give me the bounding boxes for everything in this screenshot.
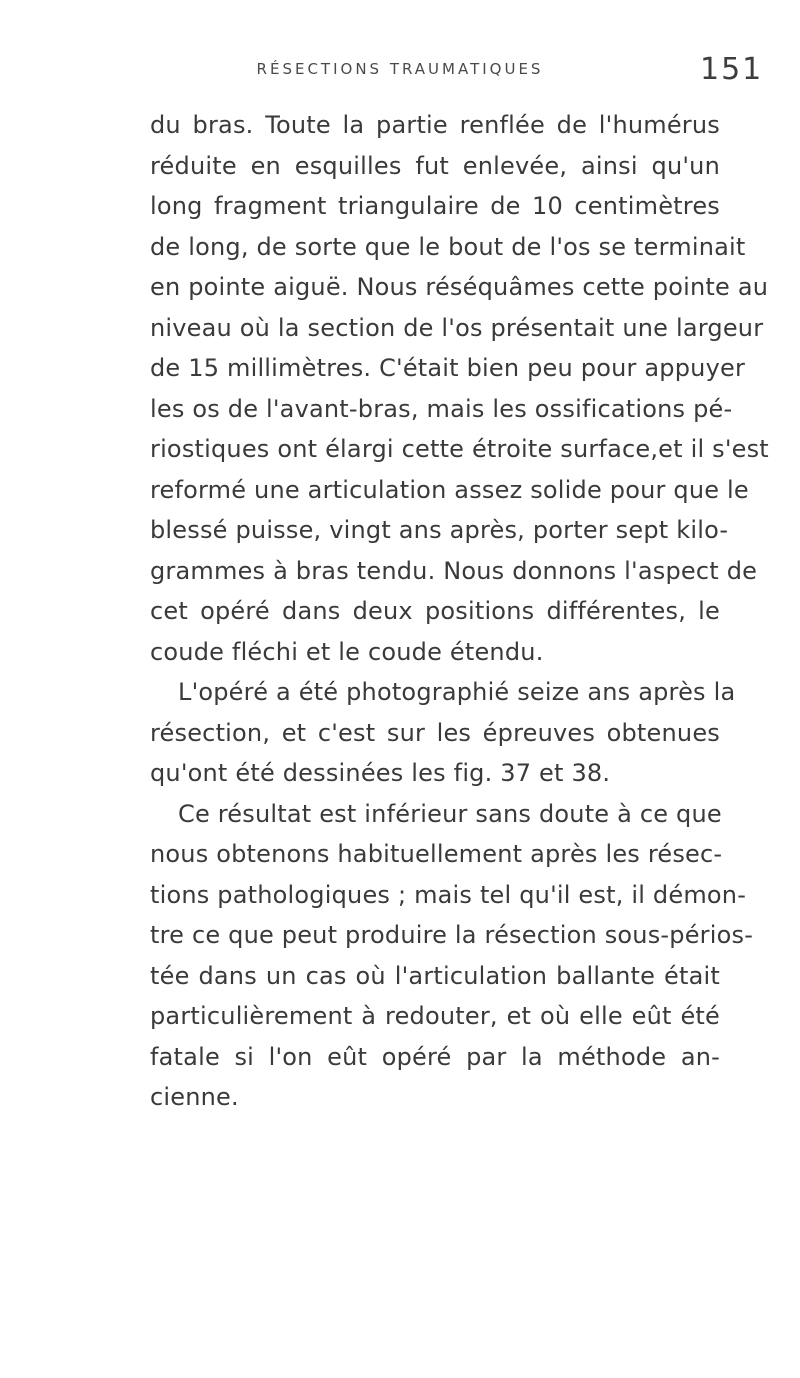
text-line: riostiques ont élargi cette étroite surface,et il s'est — [150, 435, 769, 463]
text-line: du bras. Toute la partie renflée de l'humérus — [150, 111, 720, 139]
text-line: cienne. — [150, 1083, 239, 1111]
text-line: coude fléchi et le coude étendu. — [150, 637, 544, 666]
text-line: Ce résultat est inférieur sans doute à ce que — [178, 799, 722, 828]
text-line: tre ce que peut produire la résection sous-périos- — [150, 921, 754, 949]
text-line: tée dans un cas où l'articulation ballante était — [150, 961, 720, 990]
text-line: grammes à bras tendu. Nous donnons l'aspect de — [150, 556, 758, 585]
text-line: en pointe aiguë. Nous réséquâmes cette pointe au — [150, 273, 769, 301]
text-line: blessé puisse, vingt ans après, porter sept kilo- — [150, 516, 729, 544]
body-text — [150, 105, 769, 1118]
text-line: de 15 millimètres. C'était bien peu pour appuyer — [150, 354, 746, 382]
text-line: qu'ont été dessinées les fig. 37 et 38. — [150, 759, 611, 787]
text-line: résection, et c'est sur les épreuves obtenues — [150, 718, 720, 747]
text-line: tions pathologiques ; mais tel qu'il est, il démon- — [150, 880, 747, 909]
text-line: cet opéré dans deux positions différentes, le — [150, 597, 720, 625]
text-line: nous obtenons habituellement après les résec- — [150, 840, 723, 868]
text-line: reformé une articulation assez solide pour que le — [150, 475, 749, 504]
page-number: 151 — [700, 52, 764, 87]
text-line: les os de l'avant-bras, mais les ossifications pé- — [150, 394, 733, 423]
text-line: long fragment triangulaire de 10 centimètres — [150, 192, 720, 220]
running-head: RÉSECTIONS TRAUMATIQUES — [256, 60, 544, 78]
text-line: réduite en esquilles fut enlevée, ainsi qu'un — [150, 151, 720, 180]
text-line: niveau où la section de l'os présentait une largeur — [150, 313, 764, 342]
text-line: fatale si l'on eût opéré par la méthode an- — [150, 1042, 720, 1071]
text-line: particulièrement à redouter, et où elle eût été — [150, 1002, 720, 1030]
text-line: L'opéré a été photographié seize ans après la — [178, 678, 736, 706]
text-line: de long, de sorte que le bout de l'os se terminait — [150, 232, 746, 261]
